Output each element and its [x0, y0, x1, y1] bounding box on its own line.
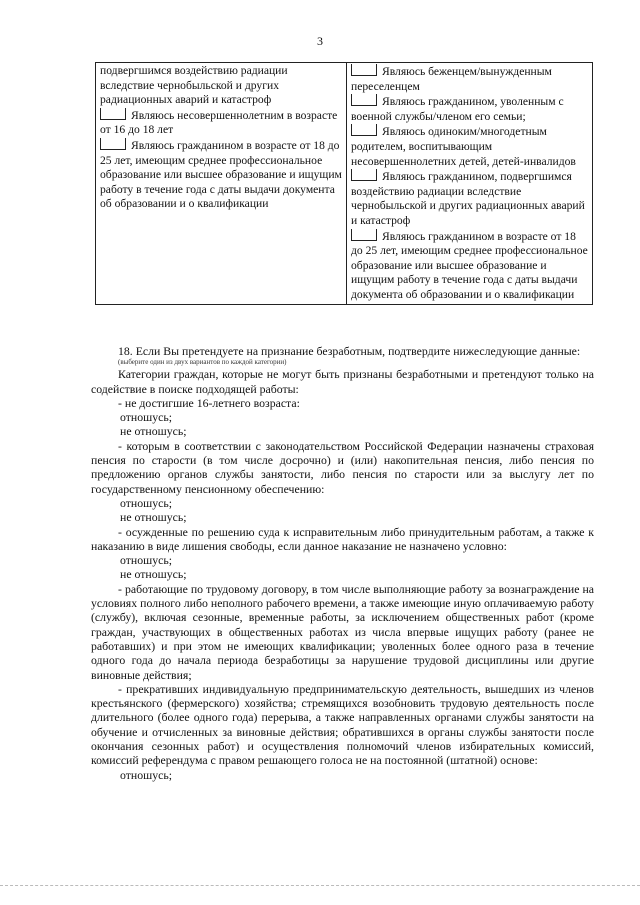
left-column — [96, 63, 347, 305]
option-yes[interactable]: отношусь; — [120, 495, 172, 510]
right-item-radiation[interactable] — [351, 169, 589, 228]
option-yes[interactable]: отношусь; — [120, 767, 172, 782]
page-number: 3 — [317, 34, 323, 48]
right-item-text: Являюсь одиноким/многодетным родителем, воспитывающим несовершеннолетних детей, детей-инвалидов — [351, 125, 576, 168]
category-2: - которым в соответствии с законодательством Российской Федерации назначены страховая пенсия по старости (в том числе досрочно) и (или) накопительная пенсия, либо пенсия по предложению органов службы занятости, либо пенсия по старости или за выслугу лет по государственному пенсионному обеспечению: — [91, 438, 594, 496]
checkbox[interactable] — [351, 169, 377, 181]
left-item-radiation-cont — [100, 64, 343, 108]
category-3: - осужденные по решению суда к исправительным либо принудительным работам, а также к наказанию в виде лишения свободы, если данное наказание не назначено условно: — [91, 524, 594, 553]
option-no[interactable]: не отношусь; — [120, 424, 187, 439]
checkbox[interactable] — [100, 138, 126, 150]
checkbox[interactable] — [351, 229, 377, 241]
right-item-young-graduate[interactable] — [351, 229, 589, 303]
checkbox[interactable] — [351, 94, 377, 106]
section-heading: 18. Если Вы претендуете на признание безработным, подтвердите нижеследующие данные: — [118, 344, 581, 358]
left-item-text: подвергшимся воздействию радиации вследствие чернобыльской и других радиационных аварий и катастроф — [100, 64, 288, 107]
scan-edge-line — [0, 885, 640, 887]
right-item-refugee[interactable] — [351, 64, 589, 94]
checkbox[interactable] — [100, 108, 126, 120]
checkbox[interactable] — [351, 124, 377, 136]
categories-intro: Категории граждан, которые не могут быть признаны безработными и претендуют только на содействие в поиске подходящей работы: — [91, 367, 594, 396]
selection-note: (выберите один из двух вариантов по каждой категории) — [118, 358, 287, 367]
category-4: - работающие по трудовому договору, в том числе выполняющие работу за вознаграждение на условиях полного либо неполного рабочего времени, а также имеющие иную оплачиваемую работу (службу), включая сезонные, временные работы, за исключением общественных работ (кроме граждан, участвующих в общественных работах из числа впервые ищущих работу (ранее не работавших) и при этом не имеющих квалификации; уволенных более одного раза в течение одного года до начала периода безработицы за нарушение трудовой дисциплины или другие виновные действия; — [91, 581, 594, 682]
category-1: - не достигшие 16-летнего возраста: — [118, 395, 300, 410]
category-table — [95, 62, 593, 305]
option-no[interactable]: не отношусь; — [120, 510, 187, 525]
right-item-military[interactable] — [351, 94, 589, 124]
option-no[interactable]: не отношусь; — [120, 567, 187, 582]
right-item-single-parent[interactable] — [351, 124, 589, 169]
left-item-text: Являюсь гражданином в возрасте от 18 до 25 лет, имеющим среднее профессиональное образование или высшее образование и ищущим работу в течение года с даты выдачи документа об образовании и о квалификации — [100, 138, 342, 211]
left-item-text: Являюсь несовершеннолетним в возрасте от 16 до 18 лет — [100, 108, 338, 137]
right-item-text: Являюсь гражданином, подвергшимся воздействию радиации вследствие чернобыльской и других радиационных аварий и катастроф — [351, 170, 585, 227]
right-item-text: Являюсь беженцем/вынужденным переселенцем — [351, 65, 552, 93]
option-yes[interactable]: отношусь; — [120, 410, 172, 425]
right-item-text: Являюсь гражданином в возрасте от 18 до 25 лет, имеющим среднее профессиональное образование или высшее образование и ищущим работу в течение года с даты выдачи документа об образовании и о квалификации — [351, 229, 588, 301]
left-item-minor[interactable] — [100, 108, 343, 138]
right-item-text: Являюсь гражданином, уволенным с военной службы/членом его семьи; — [351, 95, 564, 123]
right-column — [347, 63, 593, 305]
option-yes[interactable]: отношусь; — [120, 553, 172, 568]
checkbox[interactable] — [351, 64, 377, 76]
section-18 — [91, 344, 594, 782]
left-item-young-graduate[interactable] — [100, 138, 343, 212]
category-5: - прекративших индивидуальную предпринимательскую деятельность, вышедших из членов крестьянского (фермерского) хозяйства; стремящихся возобновить трудовую деятельность после длительного (более одного года) перерыва, а также направленных органами службы занятости на обучение и отчисленных за виновные действия; обратившихся в органы службы занятости после окончания сезонных работ) и осуществления полномочий членов избирательных комиссий, комиссий референдума с правом решающего голоса не на постоянной (штатной) основе: — [91, 681, 594, 768]
